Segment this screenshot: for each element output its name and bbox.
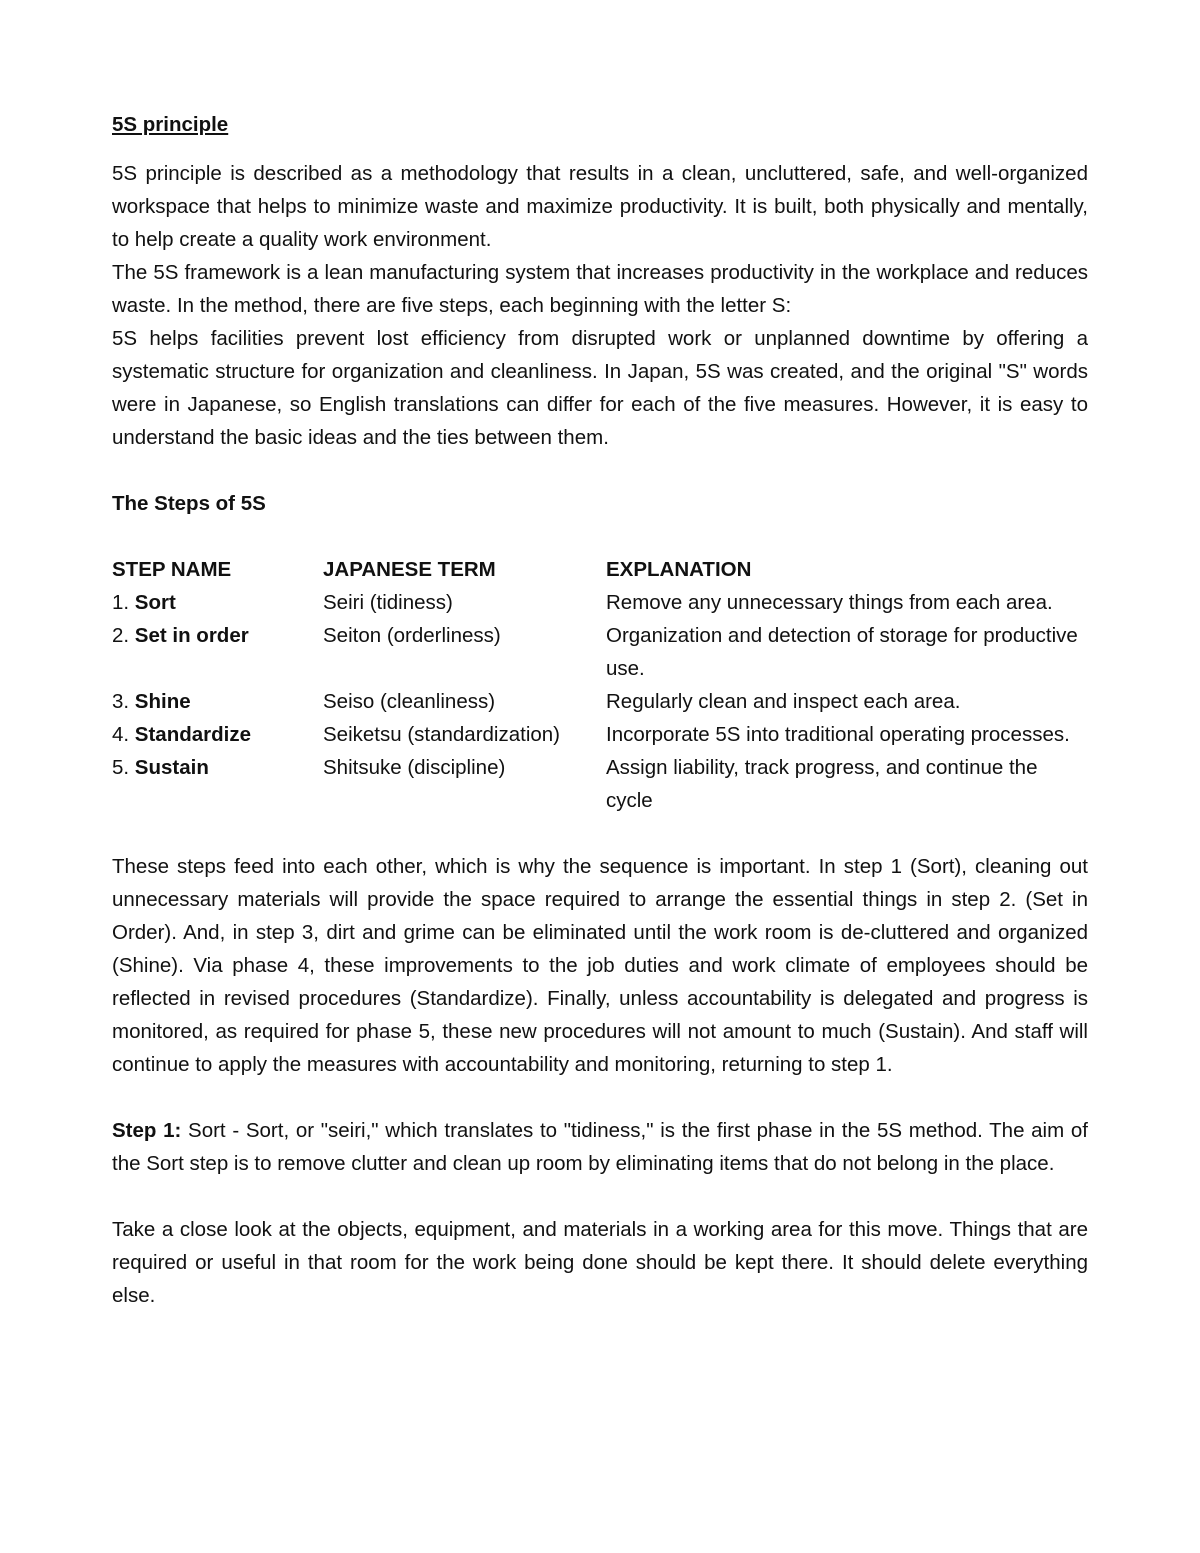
step-name-cell <box>112 619 323 685</box>
table-row <box>112 751 1088 817</box>
explanation: Organization and detection of storage for productive use. <box>606 624 1078 680</box>
step-name: Shine <box>134 690 191 713</box>
japanese-term: Seiri (tidiness) <box>323 591 453 614</box>
step-name: Set in order <box>134 624 249 647</box>
intro-paragraph-1: 5S principle is described as a methodology that results in a clean, uncluttered, safe, and well-organized workspace that helps to minimize waste and maximize productivity. It is built, both physically and mentally, to help create a quality work environment. <box>112 162 1088 251</box>
step-number: 5. <box>112 756 135 779</box>
step-name-cell <box>112 586 323 619</box>
step1-text: Sort - Sort, or "seiri," which translates to "tidiness," is the first phase in the 5S method. The aim of the Sort step is to remove clutter and clean up room by eliminating items that do not belong in the place. <box>112 1119 1088 1175</box>
explanation: Incorporate 5S into traditional operating processes. <box>606 723 1070 746</box>
explanation: Remove any unnecessary things from each area. <box>606 591 1053 614</box>
document-title: 5S principle <box>112 113 229 136</box>
header-japanese-term: JAPANESE TERM <box>323 558 496 581</box>
step-name-cell <box>112 685 323 718</box>
header-explanation: EXPLANATION <box>606 558 752 581</box>
step-number: 1. <box>112 591 135 614</box>
table-row <box>112 685 1088 718</box>
step-name: Sort <box>134 591 176 614</box>
japanese-term: Seiton (orderliness) <box>323 624 501 647</box>
intro-paragraph-3: 5S helps facilities prevent lost efficiency from disrupted work or unplanned downtime by offering a systematic structure for organization and cleanliness. In Japan, 5S was created, and the original "S" words were in Japanese, so English translations can differ for each of the five measures. However, it is easy to understand the basic ideas and the ties between them. <box>112 327 1088 449</box>
step-number: 4. <box>112 723 135 746</box>
step-name-cell <box>112 751 323 817</box>
step-name: Standardize <box>134 723 251 746</box>
step-number: 3. <box>112 690 135 713</box>
table-row <box>112 718 1088 751</box>
table-row <box>112 619 1088 685</box>
japanese-term: Seiso (cleanliness) <box>323 690 496 713</box>
step-name: Sustain <box>134 756 209 779</box>
document-page <box>112 108 1088 1312</box>
step1-label: Step 1: <box>112 1119 182 1142</box>
japanese-term: Seiketsu (standardization) <box>323 723 561 746</box>
table-header-row <box>112 553 1088 586</box>
step-number: 2. <box>112 624 135 647</box>
intro-paragraph-2: The 5S framework is a lean manufacturing system that increases productivity in the workplace and reduces waste. In the method, there are five steps, each beginning with the letter S: <box>112 261 1088 317</box>
step-name-cell <box>112 718 323 751</box>
japanese-term: Shitsuke (discipline) <box>323 756 506 779</box>
steps-table <box>112 553 1088 817</box>
sequence-paragraph: These steps feed into each other, which is why the sequence is important. In step 1 (Sort), cleaning out unnecessary materials will provide the space required to arrange the essential things in step 2. (Set in Order). And, in step 3, dirt and grime can be eliminated until the work room is de-cluttered and organized (Shine). Via phase 4, these improvements to the job duties and work climate of employees should be reflected in revised procedures (Standardize). Finally, unless accountability is delegated and progress is monitored, as required for phase 5, these new procedures will not amount to much (Sustain). And staff will continue to apply the measures with accountability and monitoring, returning to step 1. <box>112 855 1088 1076</box>
steps-heading: The Steps of 5S <box>112 492 266 515</box>
header-step-name: STEP NAME <box>112 558 232 581</box>
closing-paragraph: Take a close look at the objects, equipment, and materials in a working area for this move. Things that are required or useful in that room for the work being done should be kept there. It should delete everything else. <box>112 1218 1088 1307</box>
step1-paragraph <box>112 1114 1088 1180</box>
explanation: Regularly clean and inspect each area. <box>606 690 961 713</box>
table-row <box>112 586 1088 619</box>
explanation: Assign liability, track progress, and continue the cycle <box>606 756 1038 812</box>
